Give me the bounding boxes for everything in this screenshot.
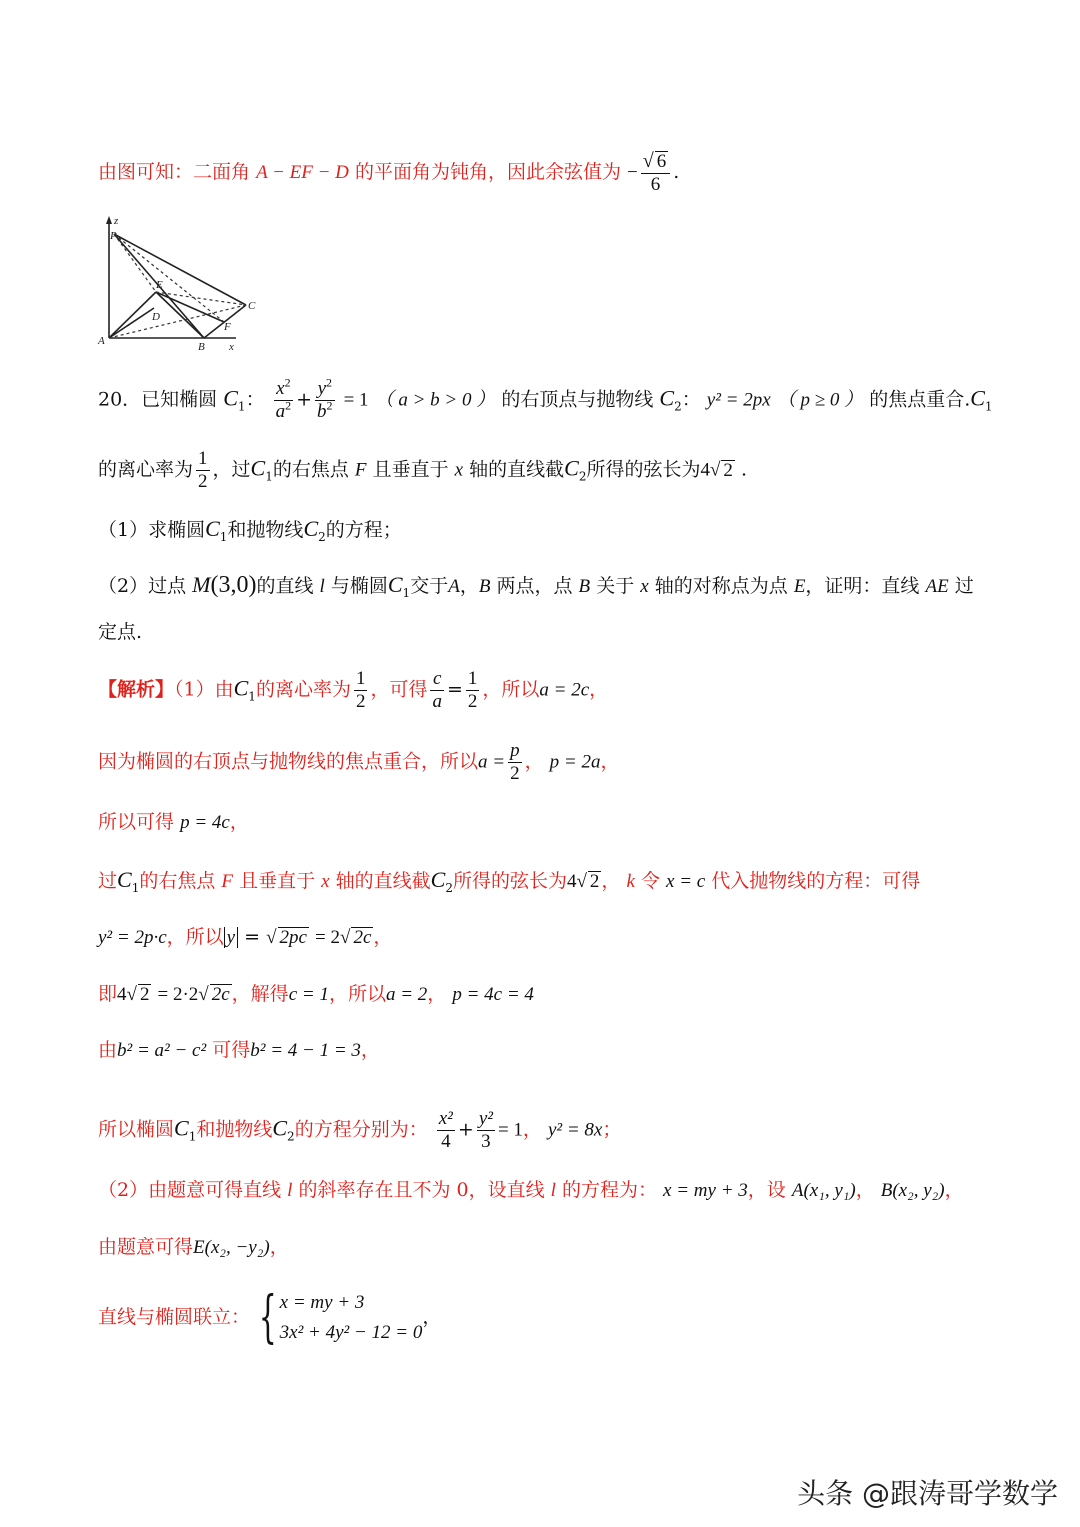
s8-C1-sub: 1 <box>188 1129 197 1144</box>
s2c: ， <box>524 750 544 773</box>
s7b: b² = a² − c² <box>117 1040 207 1061</box>
s9f: ， <box>855 1179 875 1201</box>
s1-C1-sub: 1 <box>248 689 256 704</box>
system-eq2: 3x² + 4y² − 12 = 0 <box>279 1322 423 1343</box>
period: . <box>740 458 748 481</box>
eq-one: = 1 <box>343 389 369 411</box>
p2-p: p <box>510 740 520 761</box>
s6f: ，所以 <box>328 983 386 1005</box>
sq3: 2 <box>326 375 333 390</box>
label-B: B <box>198 341 205 352</box>
prev-text2: 的平面角为钝角，因此余弦值为 <box>354 161 621 183</box>
question-2 <box>98 572 974 600</box>
ex-a: a <box>275 401 286 422</box>
s4-C1: C <box>117 867 132 892</box>
q1c: 的方程； <box>325 519 402 541</box>
s6g: a = 2 <box>385 984 428 1005</box>
s6e: c = 1 <box>288 984 329 1005</box>
parabola-eq: y² = 2px <box>706 389 771 411</box>
q1b: 和抛物线 <box>227 519 304 541</box>
c-over-a <box>430 668 444 713</box>
solution-line-9 <box>98 1181 964 1200</box>
prev-conclusion <box>98 150 679 196</box>
s5d: = 2 <box>315 927 340 948</box>
half-num: 1 <box>198 448 208 469</box>
s6c: = 2·2 <box>157 984 199 1005</box>
M-point: M <box>192 572 211 597</box>
s8y: y² <box>478 1108 493 1129</box>
s1d: ，所以 <box>482 678 540 701</box>
s6b: 4 <box>117 984 127 1005</box>
s8x: x² <box>438 1108 453 1129</box>
q1-C1-sub: 1 <box>219 529 228 544</box>
solution-line-6: 即4√ 2 = 2·2√ 2c ，解得c = 1，所以a = 2， p = 4c = 4 <box>98 983 534 1005</box>
solution-tag: 【解析】 <box>98 678 175 701</box>
s6i: p = 4c = 4 <box>452 984 534 1005</box>
B-var-2: B <box>578 576 591 597</box>
ey-y: y <box>317 378 327 399</box>
ca-c: c <box>430 668 444 691</box>
s4g: 令 <box>640 870 660 892</box>
half-frac <box>196 448 210 493</box>
q2a: （2）过点 <box>98 575 187 597</box>
eccentricity-text: 的离心率为 <box>98 458 194 481</box>
cos-denominator: 6 <box>650 174 661 195</box>
E-var: E <box>793 576 806 597</box>
A-var: A <box>448 576 460 597</box>
minus-sign: − <box>627 162 638 183</box>
s9-l: l <box>287 1180 293 1201</box>
s8c: 的方程分别为： <box>294 1118 428 1141</box>
s9e: ，设 <box>747 1179 786 1201</box>
C1-sub-3: 1 <box>265 469 273 484</box>
s3c: ， <box>229 811 249 833</box>
q2j: 定点. <box>98 621 143 643</box>
s9c: 的方程为： <box>561 1179 657 1201</box>
ellipse-x-frac <box>274 375 294 423</box>
s83: 3 <box>481 1131 491 1152</box>
label-F: F <box>224 321 231 333</box>
cos-fraction: $\frac{√ 6}{6}$ <box>641 150 670 196</box>
C2-sub: 2 <box>674 399 682 414</box>
C1-letter: C <box>223 385 238 411</box>
C2-letter: C <box>659 385 675 411</box>
s9b: 的斜率存在且不为 0，设直线 <box>298 1179 545 1201</box>
problem-line-1: 20．已知椭圆 $C_1$： $\frac{x^2}{a^2}$ + $\frac{y^2}{b^2}$ = 1 （ a > b > 0 ） 的右顶点与抛物线 $C_2$： y² = 2px （ p ≥ 0 ） 的焦点重合$.C_1$ <box>98 375 993 422</box>
s8e: ， <box>522 1118 542 1141</box>
condition-p: （ p ≥ 0 ） <box>776 389 864 411</box>
s3a: 所以可得 <box>98 811 175 833</box>
geometry-figure <box>96 212 266 352</box>
s10a: 由题意可得 <box>98 1236 194 1258</box>
l2e: 轴的直线截 <box>469 458 565 481</box>
s8b: 和抛物线 <box>196 1118 273 1141</box>
label-C: C <box>248 300 256 312</box>
s4f: ， <box>601 870 621 892</box>
p2-2: 2 <box>510 763 520 784</box>
solution-line-2 <box>98 740 620 785</box>
C1-letter-3: C <box>250 455 266 481</box>
s5-rad2: 2c <box>353 927 372 948</box>
s6a: 即 <box>98 983 118 1005</box>
q2-C1-sub: 1 <box>402 585 411 600</box>
solution-line-10 <box>98 1238 289 1257</box>
abs-y: y <box>224 927 238 948</box>
sq1: 2 <box>284 375 291 390</box>
s4i: 代入抛物线的方程：可得 <box>711 870 921 892</box>
C1-sub-2: 1 <box>984 399 993 414</box>
s1-half-den-2: 2 <box>467 691 478 712</box>
s6-rad2: 2c <box>211 984 230 1005</box>
s1b: 的离心率为 <box>255 678 351 701</box>
solution-line-1: 【解析】（1）由$C_1$的离心率为 $\frac{1}{2}$ ，可得 $\frac{c}{a}$ = $\frac{1}{2}$ ，所以a = 2c， <box>98 668 609 712</box>
sq4: 2 <box>326 398 333 413</box>
s9g: ， <box>944 1179 964 1201</box>
C2-sub-2: 2 <box>578 469 587 484</box>
s6-rad: 2 <box>139 984 150 1005</box>
x-var: x <box>454 459 464 481</box>
s1-half-num: 1 <box>355 668 366 689</box>
s7a: 由 <box>98 1039 118 1061</box>
s1c: ，可得 <box>370 678 428 701</box>
s8f: y² = 8x <box>547 1119 603 1141</box>
q2e: 两点，点 <box>496 575 573 597</box>
s1a: （1）由 <box>174 678 234 701</box>
s10-E: E(x₂, −y₂) <box>193 1237 270 1258</box>
question-1 <box>98 516 402 544</box>
label-z: z <box>114 215 119 227</box>
s4-chord-rad: 2 <box>589 871 600 892</box>
label-D: D <box>152 311 160 323</box>
F-var: F <box>354 459 367 481</box>
q2d: 交于 <box>410 575 449 597</box>
prev-text: 由图可知：二面角 <box>98 161 251 183</box>
solution-line-7 <box>98 1041 380 1060</box>
q2i: 过 <box>954 575 974 597</box>
colon: ： <box>245 388 265 411</box>
l2f: 所得的弦长为 <box>586 458 701 481</box>
s1-half-den: 2 <box>355 691 366 712</box>
prev-end: . <box>673 161 680 183</box>
B-var: B <box>478 576 491 597</box>
s4d: 轴的直线截 <box>335 870 431 892</box>
s8a: 所以椭圆 <box>98 1118 175 1141</box>
question-2-cont <box>98 623 142 642</box>
text-focus: 的焦点重合. <box>869 388 971 411</box>
s5a: y² = 2p·c <box>98 927 167 948</box>
solution-line-5: y² = 2p·c，所以 y = √ 2pc = 2√ 2c ， <box>98 926 393 948</box>
s1-half <box>354 668 368 713</box>
l2b: ，过 <box>212 458 251 481</box>
q2f: 关于 <box>596 575 635 597</box>
dihedral-angle: A − EF − D <box>256 162 349 183</box>
s1-half-num-2: 1 <box>467 668 478 689</box>
chord-rad: 2 <box>723 459 733 481</box>
s11a: 直线与椭圆联立： <box>98 1306 251 1328</box>
s9-l2: l <box>550 1180 556 1201</box>
l2d: 且垂直于 <box>372 458 449 481</box>
solution-line-11 <box>98 1285 442 1350</box>
s5b: ，所以 <box>166 926 224 948</box>
s2d: p = 2a <box>549 751 601 773</box>
s5-rad: 2pc <box>279 927 307 948</box>
label-E: E <box>156 279 163 291</box>
s9a: （2）由题意可得直线 <box>98 1179 282 1201</box>
s4-F: F <box>221 871 234 892</box>
s4-k: k <box>626 871 635 892</box>
q2g: 轴的对称点为点 <box>654 575 788 597</box>
s2a: 因为椭圆的右顶点与抛物线的焦点重合，所以 <box>98 750 479 773</box>
solution-line-4: 过$C_1$的右焦点 F 且垂直于 x 轴的直线截$C_2$所得的弦长为4√ 2 ， k 令 x = c 代入抛物线的方程：可得 <box>98 867 921 895</box>
solution-line-3 <box>98 813 249 832</box>
l-var: l <box>319 576 325 597</box>
s6h: ， <box>427 983 447 1005</box>
label-P: P <box>110 230 117 242</box>
ellipse-y-frac <box>315 375 335 423</box>
s4a: 过 <box>98 870 118 892</box>
s84: 4 <box>441 1131 451 1152</box>
half-den: 2 <box>198 471 208 492</box>
solution-line-8: 所以椭圆$C_1$和抛物线$C_2$的方程分别为： $\frac{\text{x²}}{4}$ + $\frac{\text{y²}}{3}$ = 1， y² = 8x； <box>98 1108 622 1152</box>
C1-letter-2: C <box>970 385 985 411</box>
l2c: 的右焦点 <box>272 458 349 481</box>
C2-letter-2: C <box>564 455 579 481</box>
ex-x: x <box>276 378 285 399</box>
s4-x: x <box>321 871 330 892</box>
s1-half-2 <box>466 668 480 713</box>
s8-x-frac <box>437 1108 455 1153</box>
s7d: b² = 4 − 1 = 3 <box>250 1040 361 1061</box>
system-eq1: x = my + 3 <box>279 1292 365 1313</box>
label-x: x <box>229 341 234 352</box>
s9d: x = my + 3 <box>663 1180 748 1201</box>
s11b: ， <box>422 1306 442 1328</box>
q2h: ，证明：直线 <box>805 575 920 597</box>
s5e: ， <box>373 926 393 948</box>
equation-system <box>280 1288 423 1348</box>
q1-C2: C <box>303 516 319 541</box>
s9-B: B(x₂, y₂) <box>880 1180 945 1201</box>
q2-C1: C <box>387 572 403 597</box>
s4b: 的右焦点 <box>139 870 216 892</box>
s4h: x = c <box>666 871 706 892</box>
ey-b: b <box>317 401 327 422</box>
AE-var: AE <box>925 576 949 597</box>
s8-y-frac <box>477 1108 495 1153</box>
q1-C2-sub: 2 <box>318 529 326 544</box>
ca-a: a <box>432 691 442 712</box>
s7c: 可得 <box>212 1039 251 1061</box>
s9-A: A(x₁, y₁) <box>791 1180 856 1201</box>
s4-chord: 4 <box>566 871 577 892</box>
s1-C1: C <box>233 675 249 701</box>
s6d: ，解得 <box>231 983 289 1005</box>
q2c: 与椭圆 <box>330 575 388 597</box>
s1f: ， <box>589 678 609 701</box>
cos-numerator: 6 <box>656 151 667 172</box>
s8d: = 1 <box>497 1119 523 1141</box>
chord-coef: 4 <box>700 459 710 481</box>
watermark: 头条 @跟涛哥学数学 <box>797 1477 1058 1510</box>
colon2: ： <box>681 388 701 411</box>
comma: ， <box>459 575 479 597</box>
problem-number: 20．已知椭圆 <box>98 388 218 411</box>
q1a: （1）求椭圆 <box>98 519 206 541</box>
s8g: ； <box>602 1118 622 1141</box>
s2e: ， <box>600 750 620 773</box>
s8-C2: C <box>272 1115 288 1141</box>
s4-C2-sub: 2 <box>445 880 453 895</box>
s8-C2-sub: 2 <box>287 1129 295 1144</box>
s4e: 所得的弦长为 <box>452 870 567 892</box>
s1e: a = 2c <box>539 679 590 701</box>
x-var-2: x <box>640 576 649 597</box>
s4-C2: C <box>430 867 446 892</box>
s8-C1: C <box>174 1115 189 1141</box>
s10b: ， <box>269 1236 289 1258</box>
sq2: 2 <box>285 398 292 413</box>
problem-line-2: 的离心率为 $\frac{1}{2}$ ，过$C_1$的右焦点 F 且垂直于 x 轴的直线截$C_2$所得的弦长为4√ 2 . <box>98 448 748 492</box>
condition-ab: （ a > b > 0 ） <box>374 389 496 411</box>
p-over-2 <box>508 740 522 785</box>
q1-C1: C <box>205 516 220 541</box>
s4-C1-sub: 1 <box>131 880 140 895</box>
label-A: A <box>98 335 105 347</box>
s5c: = <box>244 926 261 948</box>
C1-sub: 1 <box>237 399 246 414</box>
s3b: p = 4c <box>180 812 230 833</box>
text-right-vertex: 的右顶点与抛物线 <box>501 388 654 411</box>
system-brace: { <box>258 1285 277 1350</box>
s2b: a = <box>478 751 506 773</box>
s7e: ， <box>360 1039 380 1061</box>
q2b: 的直线 <box>256 575 314 597</box>
M-coords: (3,0) <box>210 572 257 598</box>
s4c: 且垂直于 <box>239 870 316 892</box>
